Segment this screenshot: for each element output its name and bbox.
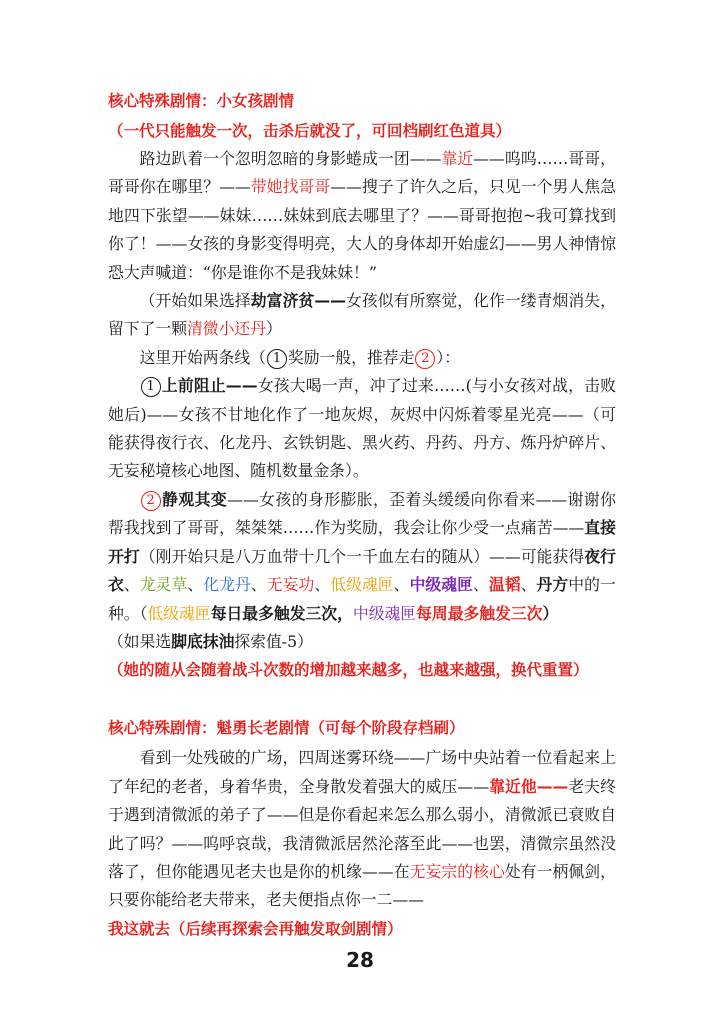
story-text: （开始如果选择 xyxy=(139,291,251,311)
choice-text: 脚底抹油 xyxy=(171,631,235,651)
choice-text: 靠近他—— xyxy=(489,776,569,796)
choice-text: 直接开打 xyxy=(108,518,616,566)
story-text: 看到一处残破的广场，四周迷雾环绕——广场中央站着一位看起来上了年纪的老者，身着华贵，全身散发着强大的威压—— xyxy=(108,748,616,796)
separator: 、 xyxy=(314,575,331,595)
story-text: ） xyxy=(542,603,559,623)
story-paragraph xyxy=(108,372,616,486)
story-text: 女孩似有所察觉，化作一缕青烟消失，留下了一颗 xyxy=(108,291,616,339)
item-text: 中级魂匣 xyxy=(352,603,417,623)
story-text: 探索值-5） xyxy=(234,631,313,651)
choice-text: 靠近 xyxy=(441,149,474,168)
circled-number: 2 xyxy=(141,491,161,511)
item-text: 无妄功 xyxy=(266,575,315,595)
item-text: 龙灵草 xyxy=(139,575,188,595)
story-text: （刚开始只是八万血带十几个一千血左右的随从）—— xyxy=(139,546,521,566)
story-paragraph xyxy=(108,486,616,628)
story-paragraph xyxy=(108,744,616,914)
story-text: 老夫终于遇到清微派的弟子了——但是你看起来怎么那么弱小，清微派已衰败自此了吗？——呜呼哀哉，我清微派居然沦落至此——也罢，清微宗虽然没落了，但你能遇见老夫也是你的机缘——在 xyxy=(108,776,616,881)
story-text: ） xyxy=(266,319,282,339)
story-text: ）： xyxy=(436,347,461,367)
item-text: 温韬 xyxy=(488,575,521,595)
separator: 、 xyxy=(520,575,537,595)
section-heading: 核心特殊剧情：魁勇长老剧情（可每个阶段存档刷） xyxy=(108,719,465,738)
separator: 、 xyxy=(187,575,204,595)
choice-text: 静观其变 xyxy=(161,489,228,509)
section-note: （一代只能触发一次，击杀后就没了，可回档刷红色道具） xyxy=(108,122,512,140)
story-text: 可能获得 xyxy=(520,546,585,566)
story-text: 女孩大喝一声，冲了过来……(与小女孩对战，击败她后)——女孩不甘地化作了一地灰烬，灰烬中闪烁着零星光亮——（可能获得夜行衣、化龙丹、玄铁钥匙、黑火药、丹药、丹方、炼丹炉碎片、无妄秘境核心地图、随机数量金条）。 xyxy=(108,376,616,481)
page-content xyxy=(108,88,616,943)
item-text: 化龙丹 xyxy=(203,575,251,595)
separator: 、 xyxy=(473,575,489,595)
circled-number: 1 xyxy=(267,349,287,369)
section-heading: 核心特殊剧情：小女孩剧情 xyxy=(108,92,295,110)
story-paragraph xyxy=(108,145,616,287)
circled-number: 2 xyxy=(415,349,435,369)
story-text: 处有一柄佩剑，只要你能给老夫带来，老夫便指点你一二—— xyxy=(108,861,616,910)
section-note: （她的随从会随着战斗次数的增加越来越多，也越来越强，换代重置） xyxy=(108,661,589,680)
section-end: 我这就去（后续再探索会再触发取剑剧情） xyxy=(108,919,403,938)
story-text: 奖励一般，推荐走 xyxy=(287,347,415,367)
separator: 、 xyxy=(393,575,410,595)
item-text: 清微小还丹 xyxy=(187,319,266,339)
item-text: 无妄宗的核心 xyxy=(409,861,505,881)
separator: 、 xyxy=(123,575,140,595)
separator: 、 xyxy=(250,575,267,595)
story-paragraph xyxy=(108,628,616,656)
item-text: 低级魂匣 xyxy=(330,575,394,595)
item-text: 中级魂匣 xyxy=(409,575,474,595)
item-text: 丹方 xyxy=(536,575,569,595)
limit-text: 每周最多触发三次 xyxy=(416,603,543,623)
story-text: ——呜呜……哥哥，哥哥你在哪里？—— xyxy=(108,149,616,197)
choice-text: 劫富济贫—— xyxy=(250,291,346,311)
story-text: 中的一种。（ xyxy=(108,575,616,623)
item-text: 夜行衣 xyxy=(108,546,616,595)
circled-number: 1 xyxy=(141,377,161,397)
story-text: ——搜子了许久之后，只见一个男人焦急地四下张望——妹妹……妹妹到底去哪里了？——哥哥抱抱~我可算找到你了！——女孩的身影变得明亮，大人的身体却开始虚幻——男人神情惊恐大声喊道：“你是谁你不是我妹妹！” xyxy=(108,177,616,282)
story-text: ——女孩的身形膨胀，歪着头缓缓向你看来——谢谢你帮我找到了哥哥，桀桀桀……作为奖励，我会让你少受一点痛苦—— xyxy=(108,489,616,538)
story-paragraph xyxy=(108,344,616,372)
limit-text: 每日最多触发三次， xyxy=(210,603,353,623)
choice-text: 上前阻止—— xyxy=(161,376,258,396)
choice-text: 带她找哥哥 xyxy=(250,177,331,197)
story-paragraph xyxy=(108,287,616,344)
story-text: （如果选 xyxy=(108,631,172,651)
item-text: 低级魂匣 xyxy=(147,603,211,623)
page-number: 28 xyxy=(346,948,374,972)
story-text: 路边趴着一个忽明忽暗的身影蜷成一团—— xyxy=(139,149,442,168)
story-text: 这里开始两条线（ xyxy=(139,347,266,367)
